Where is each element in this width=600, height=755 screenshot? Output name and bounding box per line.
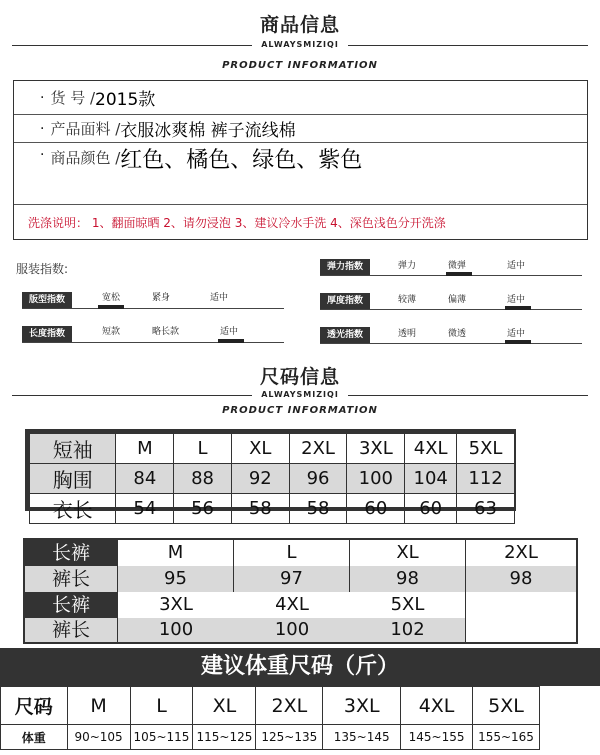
option-loose: 宽松	[102, 293, 121, 303]
table-cell: 尺码	[1, 687, 68, 725]
info-row-colors	[14, 143, 587, 205]
table-cell: 100	[347, 464, 405, 494]
shirt-header-cell: L	[174, 434, 232, 464]
table-cell: 125~135	[256, 725, 323, 750]
shirt-header-cell: M	[116, 434, 174, 464]
product-info-box	[13, 80, 588, 240]
pants-header-cell: M	[118, 540, 234, 566]
option-medium: 适中	[507, 329, 526, 339]
table-cell: 96	[289, 464, 347, 494]
table-cell: 97	[234, 566, 350, 592]
pants-header-cell: 长裤	[25, 540, 118, 566]
table-cell: 5XL	[473, 687, 540, 725]
bullet-icon: ·	[40, 147, 45, 163]
option-medium: 适中	[210, 293, 229, 303]
table-cell: 58	[289, 494, 347, 524]
info-label: 产品面料 /	[50, 120, 121, 138]
pants-header-row	[25, 540, 576, 566]
table-cell: 体重	[1, 725, 68, 750]
option-rather-thin: 偏薄	[448, 295, 467, 305]
pants-header-cell: 3XL	[159, 594, 193, 615]
pants-header-cell: 5XL	[350, 592, 466, 618]
tag-thickness-index: 厚度指数	[320, 293, 370, 309]
divider-left	[12, 395, 252, 396]
pants-header-cell: 2XL	[504, 542, 538, 563]
table-cell: 100	[118, 618, 234, 642]
table-cell: 3XL	[323, 687, 401, 725]
table-cell: 裤长	[25, 566, 118, 592]
table-row	[30, 464, 515, 494]
pants-header-cell: 长裤	[25, 592, 118, 618]
shirt-header-cell: 短袖	[30, 434, 116, 464]
selected-indicator	[218, 339, 244, 343]
option-slightly-long: 略长款	[152, 327, 180, 337]
weight-size-row	[1, 687, 540, 725]
option-short: 短款	[102, 327, 121, 337]
product-information-subtitle: PRODUCT INFORMATION	[222, 60, 378, 71]
info-value: 衣服冰爽棉 裤子流线棉	[120, 121, 296, 141]
table-cell: 衣长	[30, 494, 116, 524]
tag-transparency-index: 透光指数	[320, 327, 370, 343]
info-label: 货 号 /	[50, 89, 96, 107]
shirt-header-cell: 5XL	[457, 434, 515, 464]
clothing-index-heading: 服装指数:	[16, 262, 69, 276]
table-cell: 54	[116, 494, 174, 524]
weight-size-table	[0, 686, 540, 750]
option-slight-elastic: 微弹	[448, 261, 467, 271]
info-label: 商品颜色 /	[50, 149, 121, 167]
wash-instructions: 洗涤说明： 1、翻面晾晒 2、请勿浸泡 3、建议冷水手洗 4、深色浅色分开洗涤	[28, 216, 446, 230]
tag-elastic-index: 弹力指数	[320, 259, 370, 275]
table-cell: 4XL	[401, 687, 473, 725]
table-cell: 115~125	[193, 725, 256, 750]
shirt-header-row	[30, 434, 515, 464]
pants-header-cell: L	[234, 540, 350, 566]
table-cell: 裤长	[25, 618, 118, 642]
brand-label: ALWAYSMIZIQI	[261, 40, 339, 49]
table-cell: 58	[231, 494, 289, 524]
table-cell: 112	[457, 464, 515, 494]
table-cell: L	[130, 687, 193, 725]
tag-fit-index: 版型指数	[22, 292, 72, 308]
info-value: 红色、橘色、绿色、紫色	[120, 148, 363, 173]
table-cell: XL	[193, 687, 256, 725]
shirt-header-cell: 2XL	[289, 434, 347, 464]
pants-header-cell	[466, 592, 576, 618]
tag-length-index: 长度指数	[22, 326, 72, 342]
table-cell: 102	[350, 618, 466, 642]
table-cell: 104	[405, 464, 457, 494]
pants-header-cell: 4XL	[275, 594, 309, 615]
brand-label: ALWAYSMIZIQI	[261, 390, 339, 399]
table-row	[25, 618, 576, 642]
table-cell: 95	[118, 566, 234, 592]
shirt-header-cell: XL	[231, 434, 289, 464]
weight-banner: 建议体重尺码（斤）	[0, 648, 600, 686]
table-cell: 90~105	[67, 725, 130, 750]
pants-header-row	[25, 592, 576, 618]
table-cell: M	[67, 687, 130, 725]
table-cell: 98	[350, 566, 466, 592]
scale-line-transparency	[320, 343, 582, 344]
option-elastic: 弹力	[398, 261, 417, 271]
scale-line-length	[22, 342, 284, 343]
table-cell: 105~115	[130, 725, 193, 750]
table-cell: 60	[405, 494, 457, 524]
size-section-title: 尺码信息	[259, 366, 340, 388]
table-cell: 145~155	[401, 725, 473, 750]
divider-left	[12, 45, 252, 46]
option-medium: 适中	[220, 327, 239, 337]
selected-indicator	[505, 340, 531, 344]
divider-right	[348, 395, 588, 396]
option-slight-transparent: 微透	[448, 329, 467, 339]
bullet-icon: ·	[40, 89, 45, 106]
selected-indicator	[505, 306, 531, 310]
table-cell	[466, 618, 576, 642]
product-information-subtitle: PRODUCT INFORMATION	[222, 405, 378, 416]
divider-right	[348, 45, 588, 46]
option-tight: 紧身	[152, 293, 171, 303]
bullet-icon: ·	[40, 120, 45, 137]
option-medium: 适中	[507, 295, 526, 305]
info-row-fabric	[14, 115, 587, 143]
option-transparent: 透明	[398, 329, 417, 339]
table-cell: 56	[174, 494, 232, 524]
selected-indicator	[446, 272, 472, 276]
product-section-title: 商品信息	[259, 14, 340, 36]
table-row	[25, 566, 576, 592]
scale-line-thickness	[320, 309, 582, 310]
table-cell: 胸围	[30, 464, 116, 494]
pants-header-cell: XL	[350, 540, 466, 566]
scale-line-fit	[22, 308, 284, 309]
table-cell: 63	[457, 494, 515, 524]
selected-indicator	[98, 305, 124, 309]
table-cell: 155~165	[473, 725, 540, 750]
option-thin: 较薄	[398, 295, 417, 305]
table-cell: 92	[231, 464, 289, 494]
table-cell: 60	[347, 494, 405, 524]
weight-range-row	[1, 725, 540, 750]
info-row-item-no	[14, 81, 587, 115]
table-cell: 84	[116, 464, 174, 494]
shirt-size-table	[25, 429, 516, 522]
table-cell: 88	[174, 464, 232, 494]
shirt-header-cell: 3XL	[347, 434, 405, 464]
pants-size-table	[23, 538, 578, 644]
table-cell: 135~145	[323, 725, 401, 750]
table-cell: 98	[466, 566, 576, 592]
table-cell: 2XL	[256, 687, 323, 725]
option-medium: 适中	[507, 261, 526, 271]
table-row	[30, 494, 515, 524]
info-value: 2015款	[95, 90, 156, 110]
table-cell: 100	[234, 618, 350, 642]
shirt-header-cell: 4XL	[405, 434, 457, 464]
